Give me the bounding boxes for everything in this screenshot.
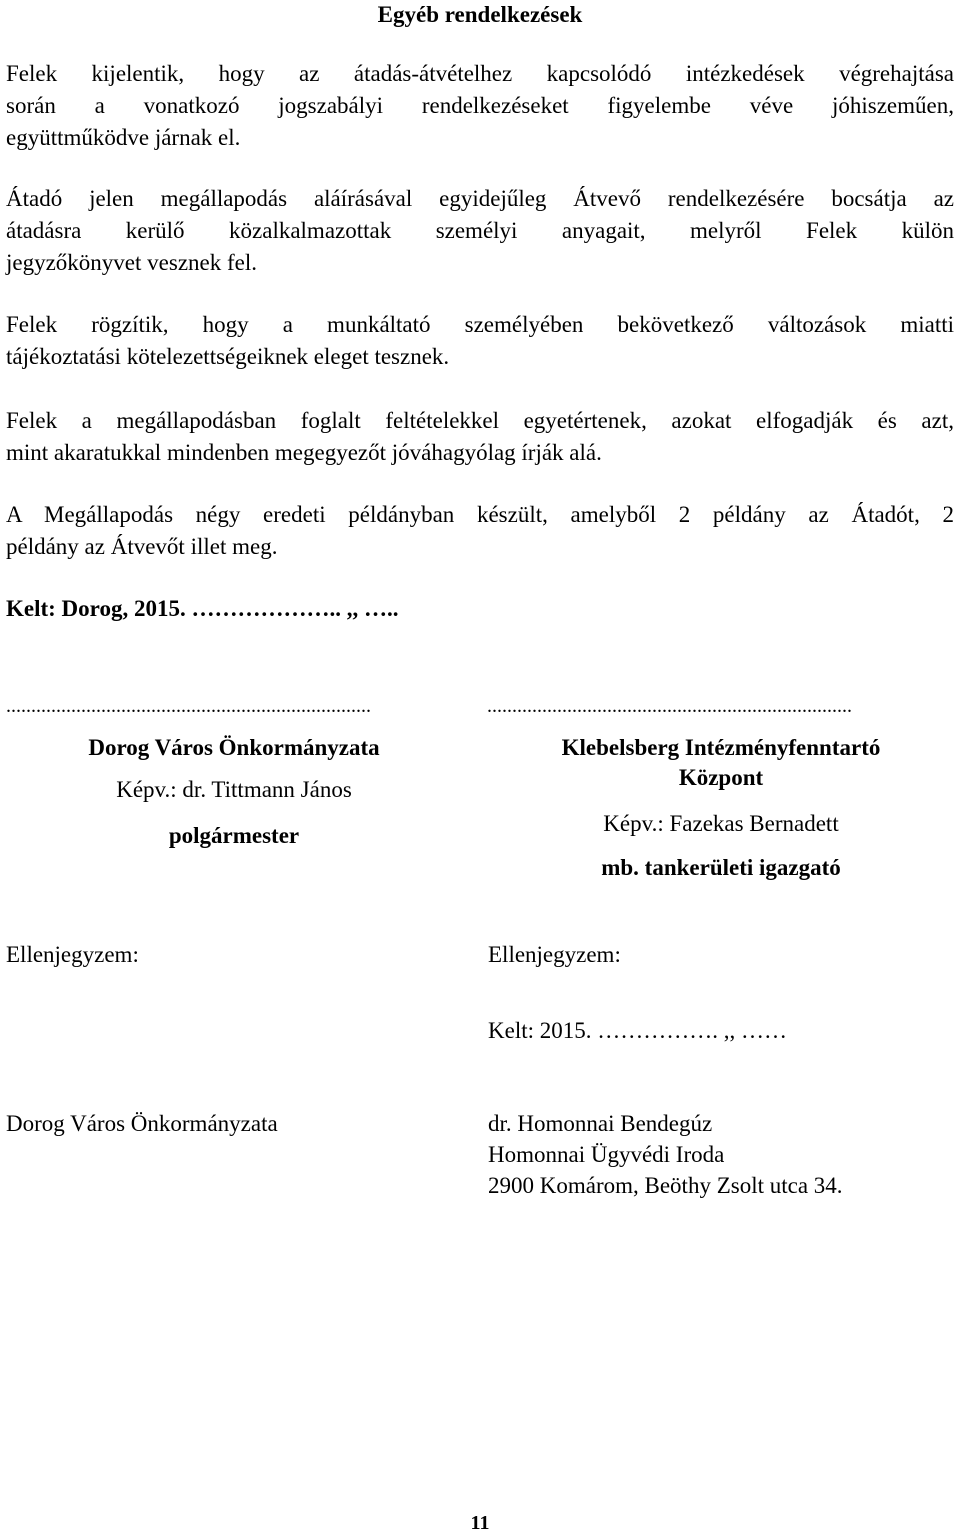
law-office-address: 2900 Komárom, Beöthy Zsolt utca 34. xyxy=(488,1173,843,1198)
signatory-org-right-line1: Klebelsberg Intézményfenntartó xyxy=(561,735,881,760)
signatory-org-left: Dorog Város Önkormányzata xyxy=(88,735,380,760)
paragraph-line: jegyzőkönyvet vesznek fel. xyxy=(6,250,257,275)
paragraph-line: együttműködve járnak el. xyxy=(6,125,241,150)
page-number: 11 xyxy=(470,1512,490,1534)
paragraph-agreement-acceptance xyxy=(6,405,954,469)
countersign-date: Kelt: 2015. ……………. ,, …… xyxy=(488,1018,787,1043)
countersign-label-right: Ellenjegyzem: xyxy=(488,942,621,967)
paragraph-line: során a vonatkozó jogszabályi rendelkezéseket figyelembe véve jóhiszeműen, xyxy=(6,93,954,118)
paragraph-line: Felek kijelentik, hogy az átadás-átvételhez kapcsolódó intézkedések végrehajtása xyxy=(6,61,954,86)
signature-block-left xyxy=(0,733,468,851)
paragraph-line: átadásra kerülő közalkalmazottak személyi anyagait, melyről Felek külön xyxy=(6,218,954,243)
signatory-org-right-line2: Központ xyxy=(678,765,764,790)
section-heading: Egyéb rendelkezések xyxy=(377,2,583,27)
paragraph-line: Átadó jelen megállapodás aláírásával egyidejűleg Átvevő rendelkezésére bocsátja az xyxy=(6,186,954,211)
signatory-title-right: mb. tankerületi igazgató xyxy=(601,855,841,880)
paragraph-line: Felek a megállapodásban foglalt feltételekkel egyetértenek, azokat elfogadják és azt, xyxy=(6,408,954,433)
countersign-label-left: Ellenjegyzem: xyxy=(6,942,139,967)
paragraph-line: Felek rögzítik, hogy a munkáltató személyében bekövetkező változások miatti xyxy=(6,312,954,337)
signature-line-right: ......................................................................... xyxy=(487,695,852,717)
paragraph-line: tájékoztatási kötelezettségeiknek eleget tesznek. xyxy=(6,344,450,369)
signatory-rep-right: Képv.: Fazekas Bernadett xyxy=(603,811,839,836)
signatory-title-left: polgármester xyxy=(168,823,300,848)
law-office-name: Homonnai Ügyvédi Iroda xyxy=(488,1142,725,1167)
lawyer-name: dr. Homonnai Bendegúz xyxy=(488,1111,713,1136)
date-place-line: Kelt: Dorog, 2015. ……………….. ,, ….. xyxy=(6,596,399,621)
countersign-lawyer-block xyxy=(488,1108,843,1201)
paragraph-line: mint akaratukkal mindenben megegyezőt jóváhagyólag írják alá. xyxy=(6,440,602,465)
countersign-org-left: Dorog Város Önkormányzata xyxy=(6,1111,278,1136)
paragraph-line: példány az Átvevőt illet meg. xyxy=(6,534,278,559)
signature-line-left: ......................................................................... xyxy=(6,695,371,717)
paragraph-information-duty xyxy=(6,309,954,373)
paragraph-personnel-files xyxy=(6,183,954,279)
signatory-rep-left: Képv.: dr. Tittmann János xyxy=(116,777,352,802)
paragraph-copies xyxy=(6,499,954,563)
paragraph-line: A Megállapodás négy eredeti példányban készült, amelyből 2 példány az Átadót, 2 xyxy=(6,502,954,527)
signature-block-right xyxy=(486,733,956,883)
paragraph-cooperation xyxy=(6,58,954,154)
